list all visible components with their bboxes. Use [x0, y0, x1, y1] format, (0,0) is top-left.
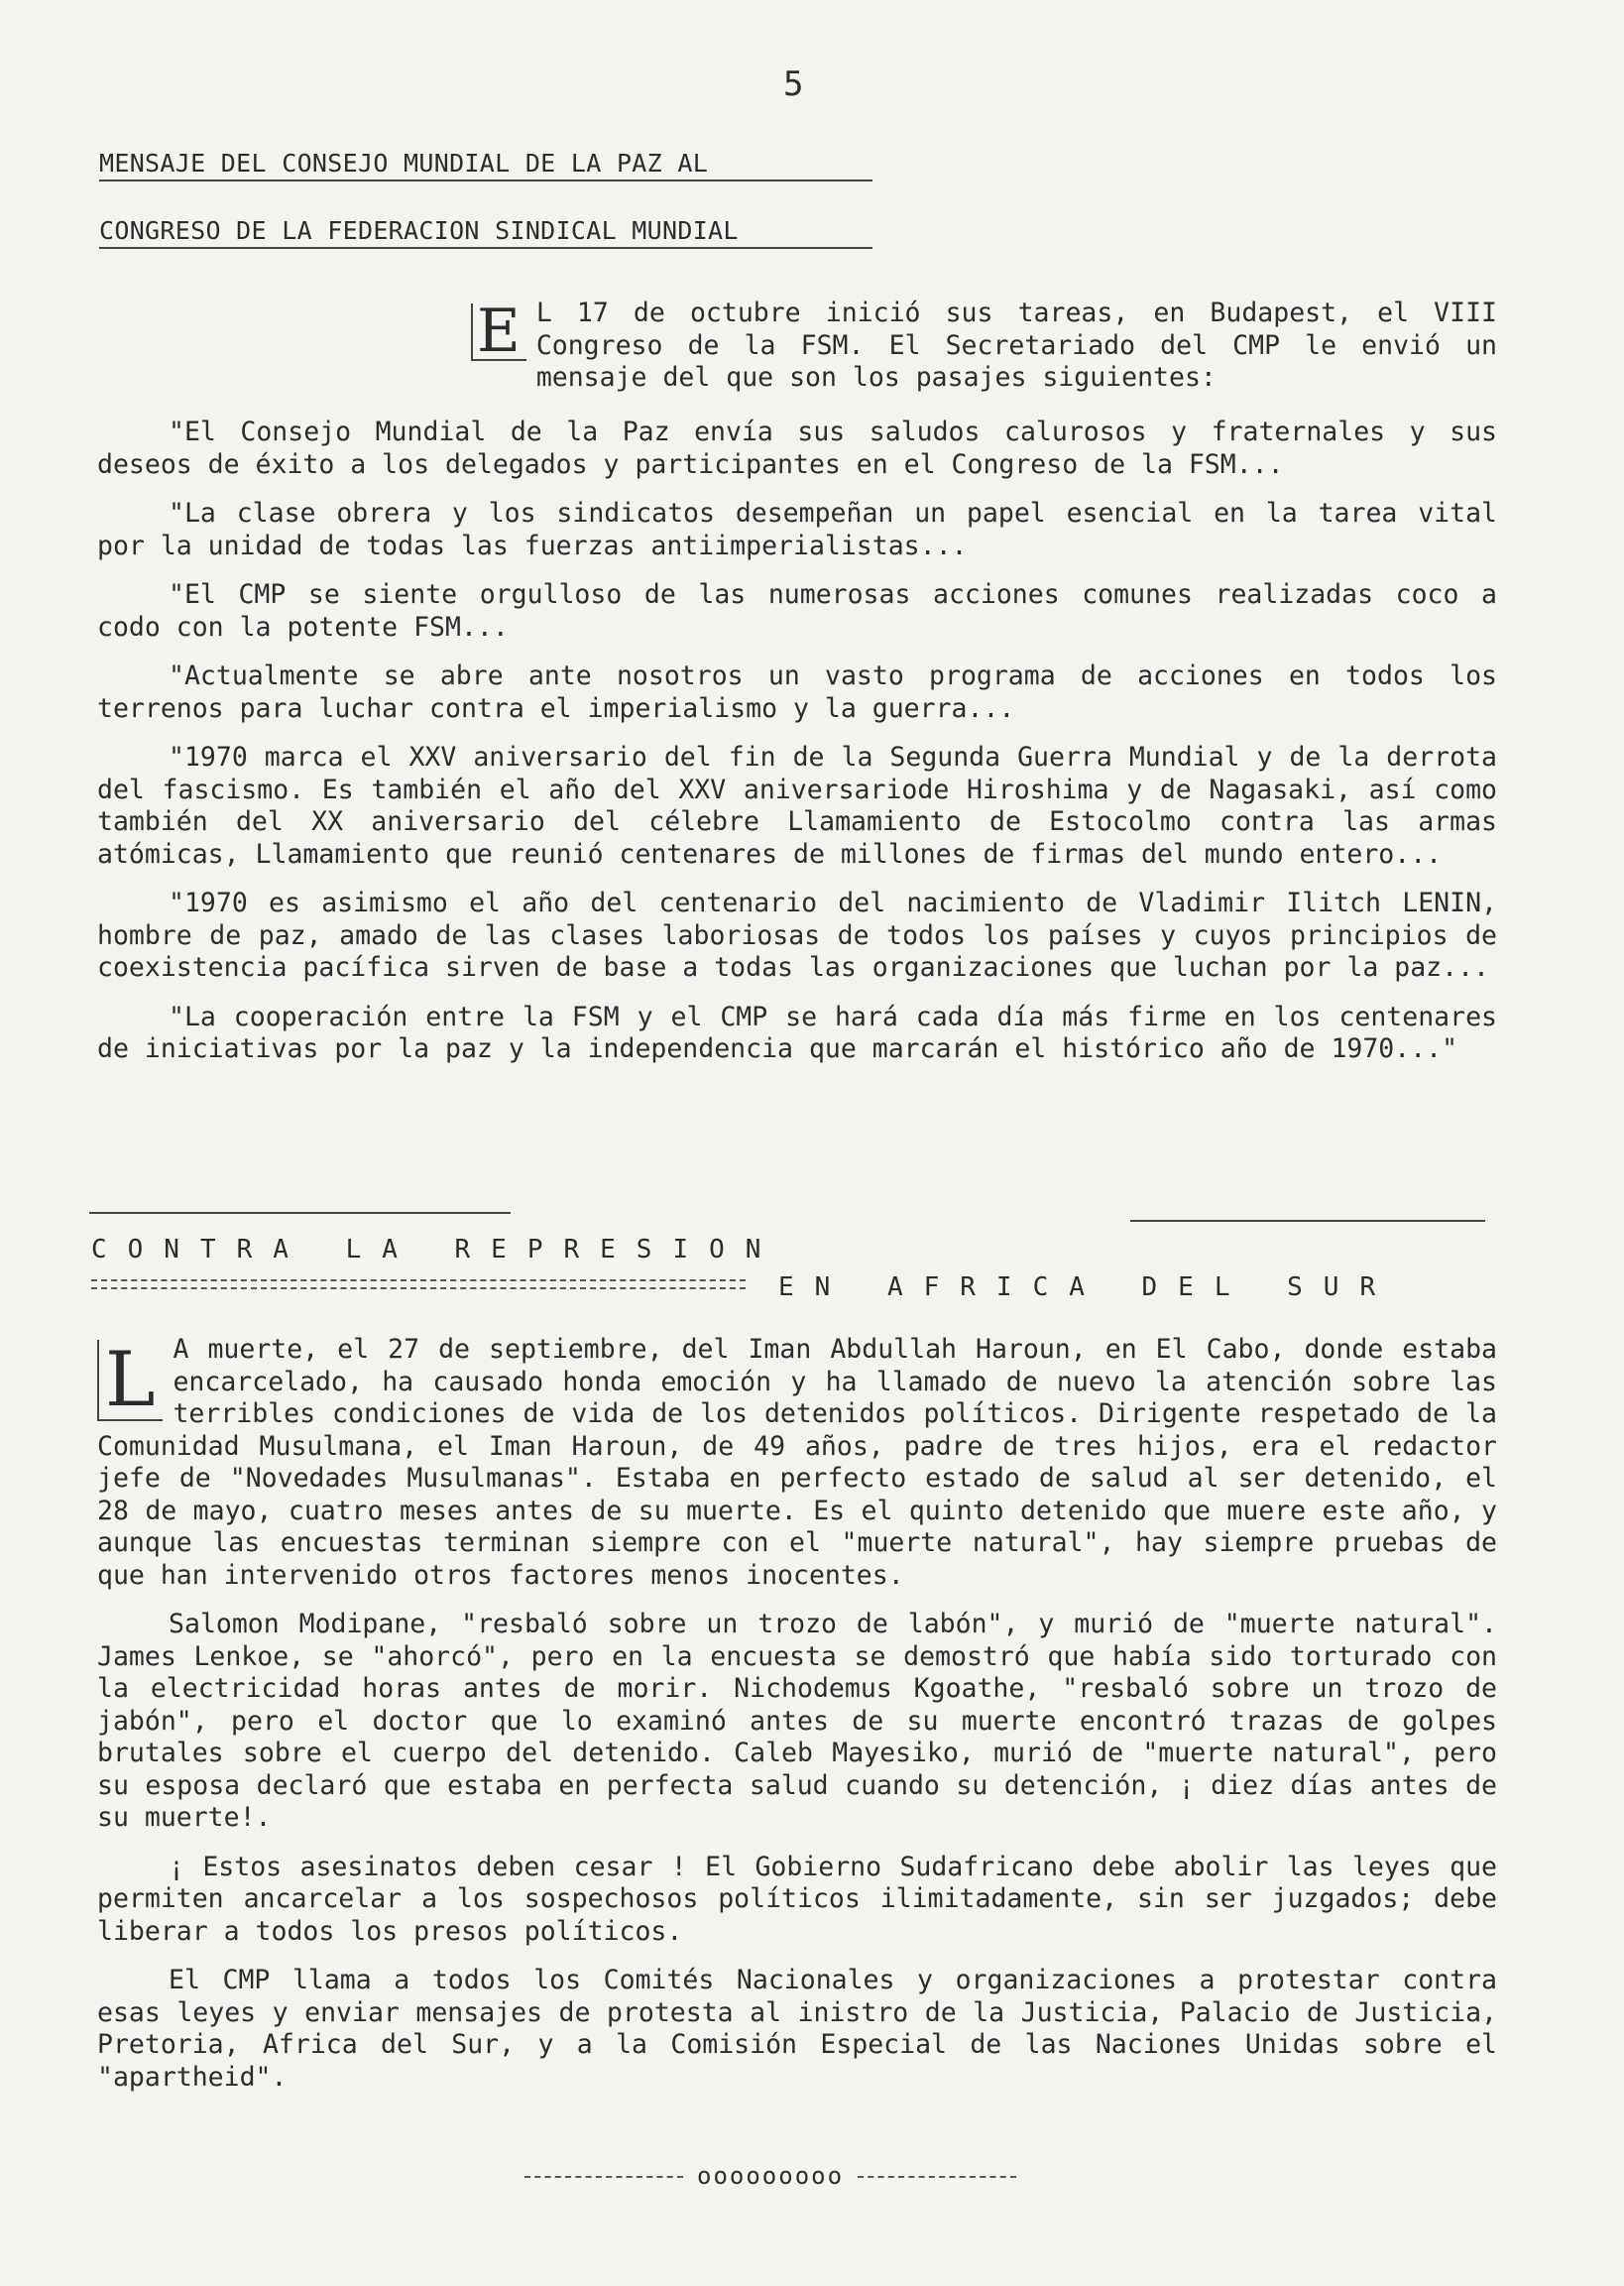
article2-body [97, 1334, 1497, 2110]
paragraph: "La clase obrera y los sindicatos desempeñan un papel esencial en la tarea vital por la unidad de todas las fuerzas antiimperialistas... [97, 498, 1497, 561]
dash-rule [524, 2176, 683, 2178]
divider [1130, 1220, 1485, 1222]
paragraph: El CMP llama a todos los Comités Nacionales y organizaciones a protestar contra esas leyes y enviar mensajes de protesta al inistro de la Justicia, Palacio de Justicia, Pretoria, Africa del Sur, y a la Comisión Especial de las Naciones Unidas sobre el "apartheid". [97, 1965, 1497, 2093]
page-number: 5 [783, 64, 804, 104]
paragraph: "La cooperación entre la FSM y el CMP se hará cada día más firme en los centenares de iniciativas por la paz y la independencia que marcarán el histórico año de 1970..." [97, 1001, 1497, 1064]
article1-intro-text: L 17 de octubre inició sus tareas, en Budapest, el VIII Congreso de la FSM. El Secretariado del CMP le envió un mensaje del que son los pasajes siguientes: [535, 298, 1497, 393]
paragraph: "1970 marca el XXV aniversario del fin de la Segunda Guerra Mundial y de la derrota del fascismo. Es también el año del XXV aniversariode Hiroshima y de Nagasaki, así como también del XX aniversario del célebre Llamamiento de Estocolmo contra las armas atómicas, Llamamiento que reunió centenares de millones de firmas del mundo entero... [97, 742, 1497, 870]
double-rule [91, 1279, 746, 1289]
article2-title-part2: EN AFRICA DEL SUR [778, 1272, 1397, 1302]
article2-title-part1: CONTRA LA REPRESION [91, 1235, 782, 1264]
end-mark [511, 2162, 1030, 2190]
paragraph: "El Consejo Mundial de la Paz envía sus saludos calurosos y fraternales y sus deseos de éxito a los delegados y participantes en el Congreso de la FSM... [97, 417, 1497, 480]
drop-cap: L [97, 1340, 163, 1421]
paragraph: "1970 es asimismo el año del centenario del nacimiento de Vladimir Ilitch LENIN, hombre de paz, amado de las clases laboriosas de todos los países y cuyos principios de coexistencia pacífica sirven de base a todas las organizaciones que luchan por la paz... [97, 888, 1497, 983]
dash-rule [858, 2176, 1016, 2178]
divider [89, 1212, 511, 1214]
paragraph: ¡ Estos asesinatos deben cesar ! El Gobierno Sudafricano debe abolir las leyes que permiten ancarcelar a los sospechosos políticos ilimitadamente, sin ser juzgados; debe liberar a todos los presos políticos. [97, 1851, 1497, 1947]
paragraph: Salomon Modipane, "resbaló sobre un trozo de labón", y murió de "muerte natural". James Lenkoe, se "ahorcó", pero en la encuesta se demostró que había sido torturado con la electricidad horas antes de morir. Nichodemus Kgoathe, "resbaló sobre un trozo de jabón", pero el doctor que lo examinó antes de su muerte encontró trazas de golpes brutales sobre el cuerpo del detenido. Caleb Mayesiko, murió de "muerte natural", pero su esposa declaró que estaba en perfecta salud cuando su detención, ¡ diez días antes de su muerte!. [97, 1609, 1497, 1833]
article1-body [97, 417, 1497, 1083]
article1-title-line2: CONGRESO DE LA FEDERACION SINDICAL MUNDIAL [99, 216, 872, 249]
article1-intro [471, 298, 1497, 412]
paragraph: A muerte, el 27 de septiembre, del Iman Abdullah Haroun, en El Cabo, donde estaba encarcelado, ha causado honda emoción y ha llamado de nuevo la atención sobre las terribles condiciones de vida de los detenidos políticos. Dirigente respetado de la Comunidad Musulmana, el Iman Haroun, de 49 años, padre de tres hijos, era el redactor jefe de "Novedades Musulmanas". Estaba en perfecto estado de salud al ser detenido, el 28 de mayo, cuatro meses antes de su muerte. Es el quinto detenido que muere este año, y aunque las encuestas terminan siempre con el "muerte natural", hay siempre pruebas de que han intervenido otros factores menos inocentes. [97, 1334, 1497, 1591]
end-mark-text: ooooooooo [697, 2162, 845, 2190]
article1-title-line1: MENSAJE DEL CONSEJO MUNDIAL DE LA PAZ AL [99, 149, 872, 181]
drop-cap: E [471, 303, 526, 361]
paragraph: "El CMP se siente orgulloso de las numerosas acciones comunes realizadas coco a codo con la potente FSM... [97, 579, 1497, 643]
paragraph: "Actualmente se abre ante nosotros un vasto programa de acciones en todos los terrenos para luchar contra el imperialismo y la guerra... [97, 661, 1497, 724]
